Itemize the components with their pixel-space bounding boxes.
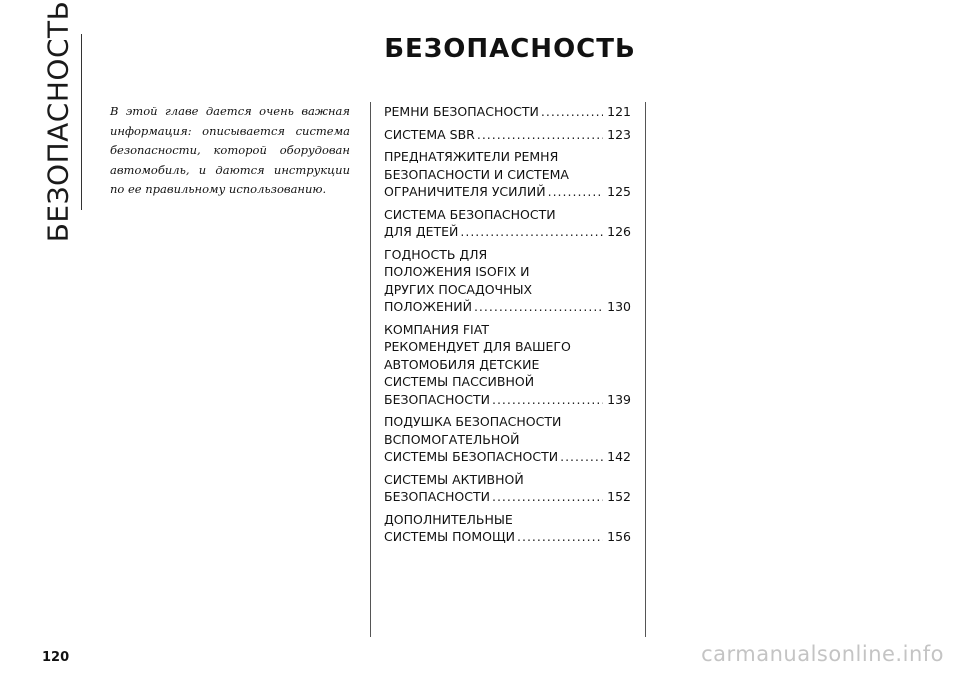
toc-entry-last-line [384, 448, 631, 466]
toc-entry-line: АВТОМОБИЛЯ ДЕТСКИЕ [384, 356, 540, 372]
side-chapter-title [38, 0, 78, 242]
toc-entry-last-line [384, 126, 631, 144]
toc-dot-leader [517, 528, 603, 546]
toc-entry-last-line [384, 223, 631, 241]
toc-entry-line: БЕЗОПАСНОСТИ И СИСТЕМА [384, 166, 569, 182]
toc-page-number: 123 [607, 126, 631, 142]
watermark: carmanualsonline.info [701, 642, 944, 666]
toc-entry-title: БЕЗОПАСНОСТИ [384, 391, 490, 407]
toc-page-number: 142 [607, 449, 631, 464]
toc-page-number: 139 [607, 391, 631, 407]
side-chapter-title-text: БЕЗОПАСНОСТЬ [41, 0, 75, 242]
page-title: БЕЗОПАСНОСТЬ [384, 34, 636, 64]
toc-dot-leader [460, 223, 603, 241]
toc-entry-last-line [384, 528, 631, 546]
toc-entry-title: СИСТЕМЫ ПОМОЩИ [384, 529, 516, 544]
toc-entry-line: ДРУГИХ ПОСАДОЧНЫХ [384, 281, 533, 297]
toc-dot-leader [492, 488, 603, 506]
toc-entry-title: ПОЛОЖЕНИЙ [384, 299, 472, 314]
chapter-intro-text: В этой главе дается очень важная информация: описывается система безопасности, которой оборудован автомобиль, и даются инструкции по ее правильному использованию. [110, 104, 350, 196]
toc-page-number: 152 [607, 489, 631, 504]
toc-entry-line: ГОДНОСТЬ ДЛЯ [384, 246, 488, 262]
side-divider [81, 34, 82, 210]
toc-entry-child-safety[interactable] [384, 206, 631, 241]
toc-entry-active-safety[interactable] [384, 471, 631, 506]
toc-entry-title: РЕМНИ БЕЗОПАСНОСТИ [384, 104, 539, 119]
toc-dot-leader [492, 391, 603, 409]
toc-entry-line: СИСТЕМЫ ПАССИВНОЙ [384, 374, 535, 389]
toc-entry-line: ВСПОМОГАТЕЛЬНОЙ [384, 431, 520, 447]
toc-page-number: 125 [607, 184, 631, 199]
toc-entry-line: СИСТЕМА БЕЗОПАСНОСТИ [384, 206, 556, 222]
toc-page-number: 121 [607, 104, 631, 119]
toc-entry-line: ПРЕДНАТЯЖИТЕЛИ РЕМНЯ [384, 149, 559, 164]
toc-entry-title: ОГРАНИЧИТЕЛЯ УСИЛИЙ [384, 184, 546, 199]
toc-entry-title: ДЛЯ ДЕТЕЙ [384, 224, 459, 239]
toc-entry-sbr[interactable] [384, 126, 631, 144]
toc-page-number: 126 [607, 224, 631, 239]
toc-entry-line: РЕКОМЕНДУЕТ ДЛЯ ВАШЕГО [384, 339, 571, 354]
toc-entry-title: СИСТЕМА SBR [384, 126, 475, 142]
toc-dot-leader [477, 126, 603, 144]
toc-entry-assist-systems[interactable] [384, 511, 631, 546]
column-divider-right [645, 102, 646, 637]
toc-entry-line: СИСТЕМЫ АКТИВНОЙ [384, 471, 524, 487]
toc-entry-title: СИСТЕМЫ БЕЗОПАСНОСТИ [384, 449, 559, 464]
toc-dot-leader [541, 103, 603, 121]
page-number: 120 [42, 650, 70, 665]
toc-dot-leader [560, 448, 603, 466]
toc-dot-leader [474, 298, 603, 316]
toc-entry-fiat-recommends[interactable] [384, 321, 631, 409]
toc-entry-last-line [384, 391, 631, 409]
toc-entry-airbag[interactable] [384, 413, 631, 466]
toc-entry-last-line [384, 183, 631, 201]
toc-entry-line: ПОЛОЖЕНИЯ ISOFIX И [384, 264, 530, 279]
toc-entry-isofix[interactable] [384, 246, 631, 316]
toc-entry-seat-belts[interactable] [384, 103, 631, 121]
toc-entry-last-line [384, 103, 631, 121]
toc-dot-leader [548, 183, 604, 201]
toc-entry-title: БЕЗОПАСНОСТИ [384, 489, 490, 504]
toc-page-number: 130 [607, 299, 631, 314]
toc-entry-pretensioners[interactable] [384, 148, 631, 201]
toc-entry-last-line [384, 298, 631, 316]
toc-entry-line: ПОДУШКА БЕЗОПАСНОСТИ [384, 414, 562, 429]
toc-page-number: 156 [607, 529, 631, 544]
table-of-contents [384, 103, 631, 551]
column-divider-left [370, 102, 371, 637]
toc-entry-last-line [384, 488, 631, 506]
toc-entry-line: КОМПАНИЯ FIAT [384, 321, 489, 337]
toc-entry-line: ДОПОЛНИТЕЛЬНЫЕ [384, 511, 513, 527]
